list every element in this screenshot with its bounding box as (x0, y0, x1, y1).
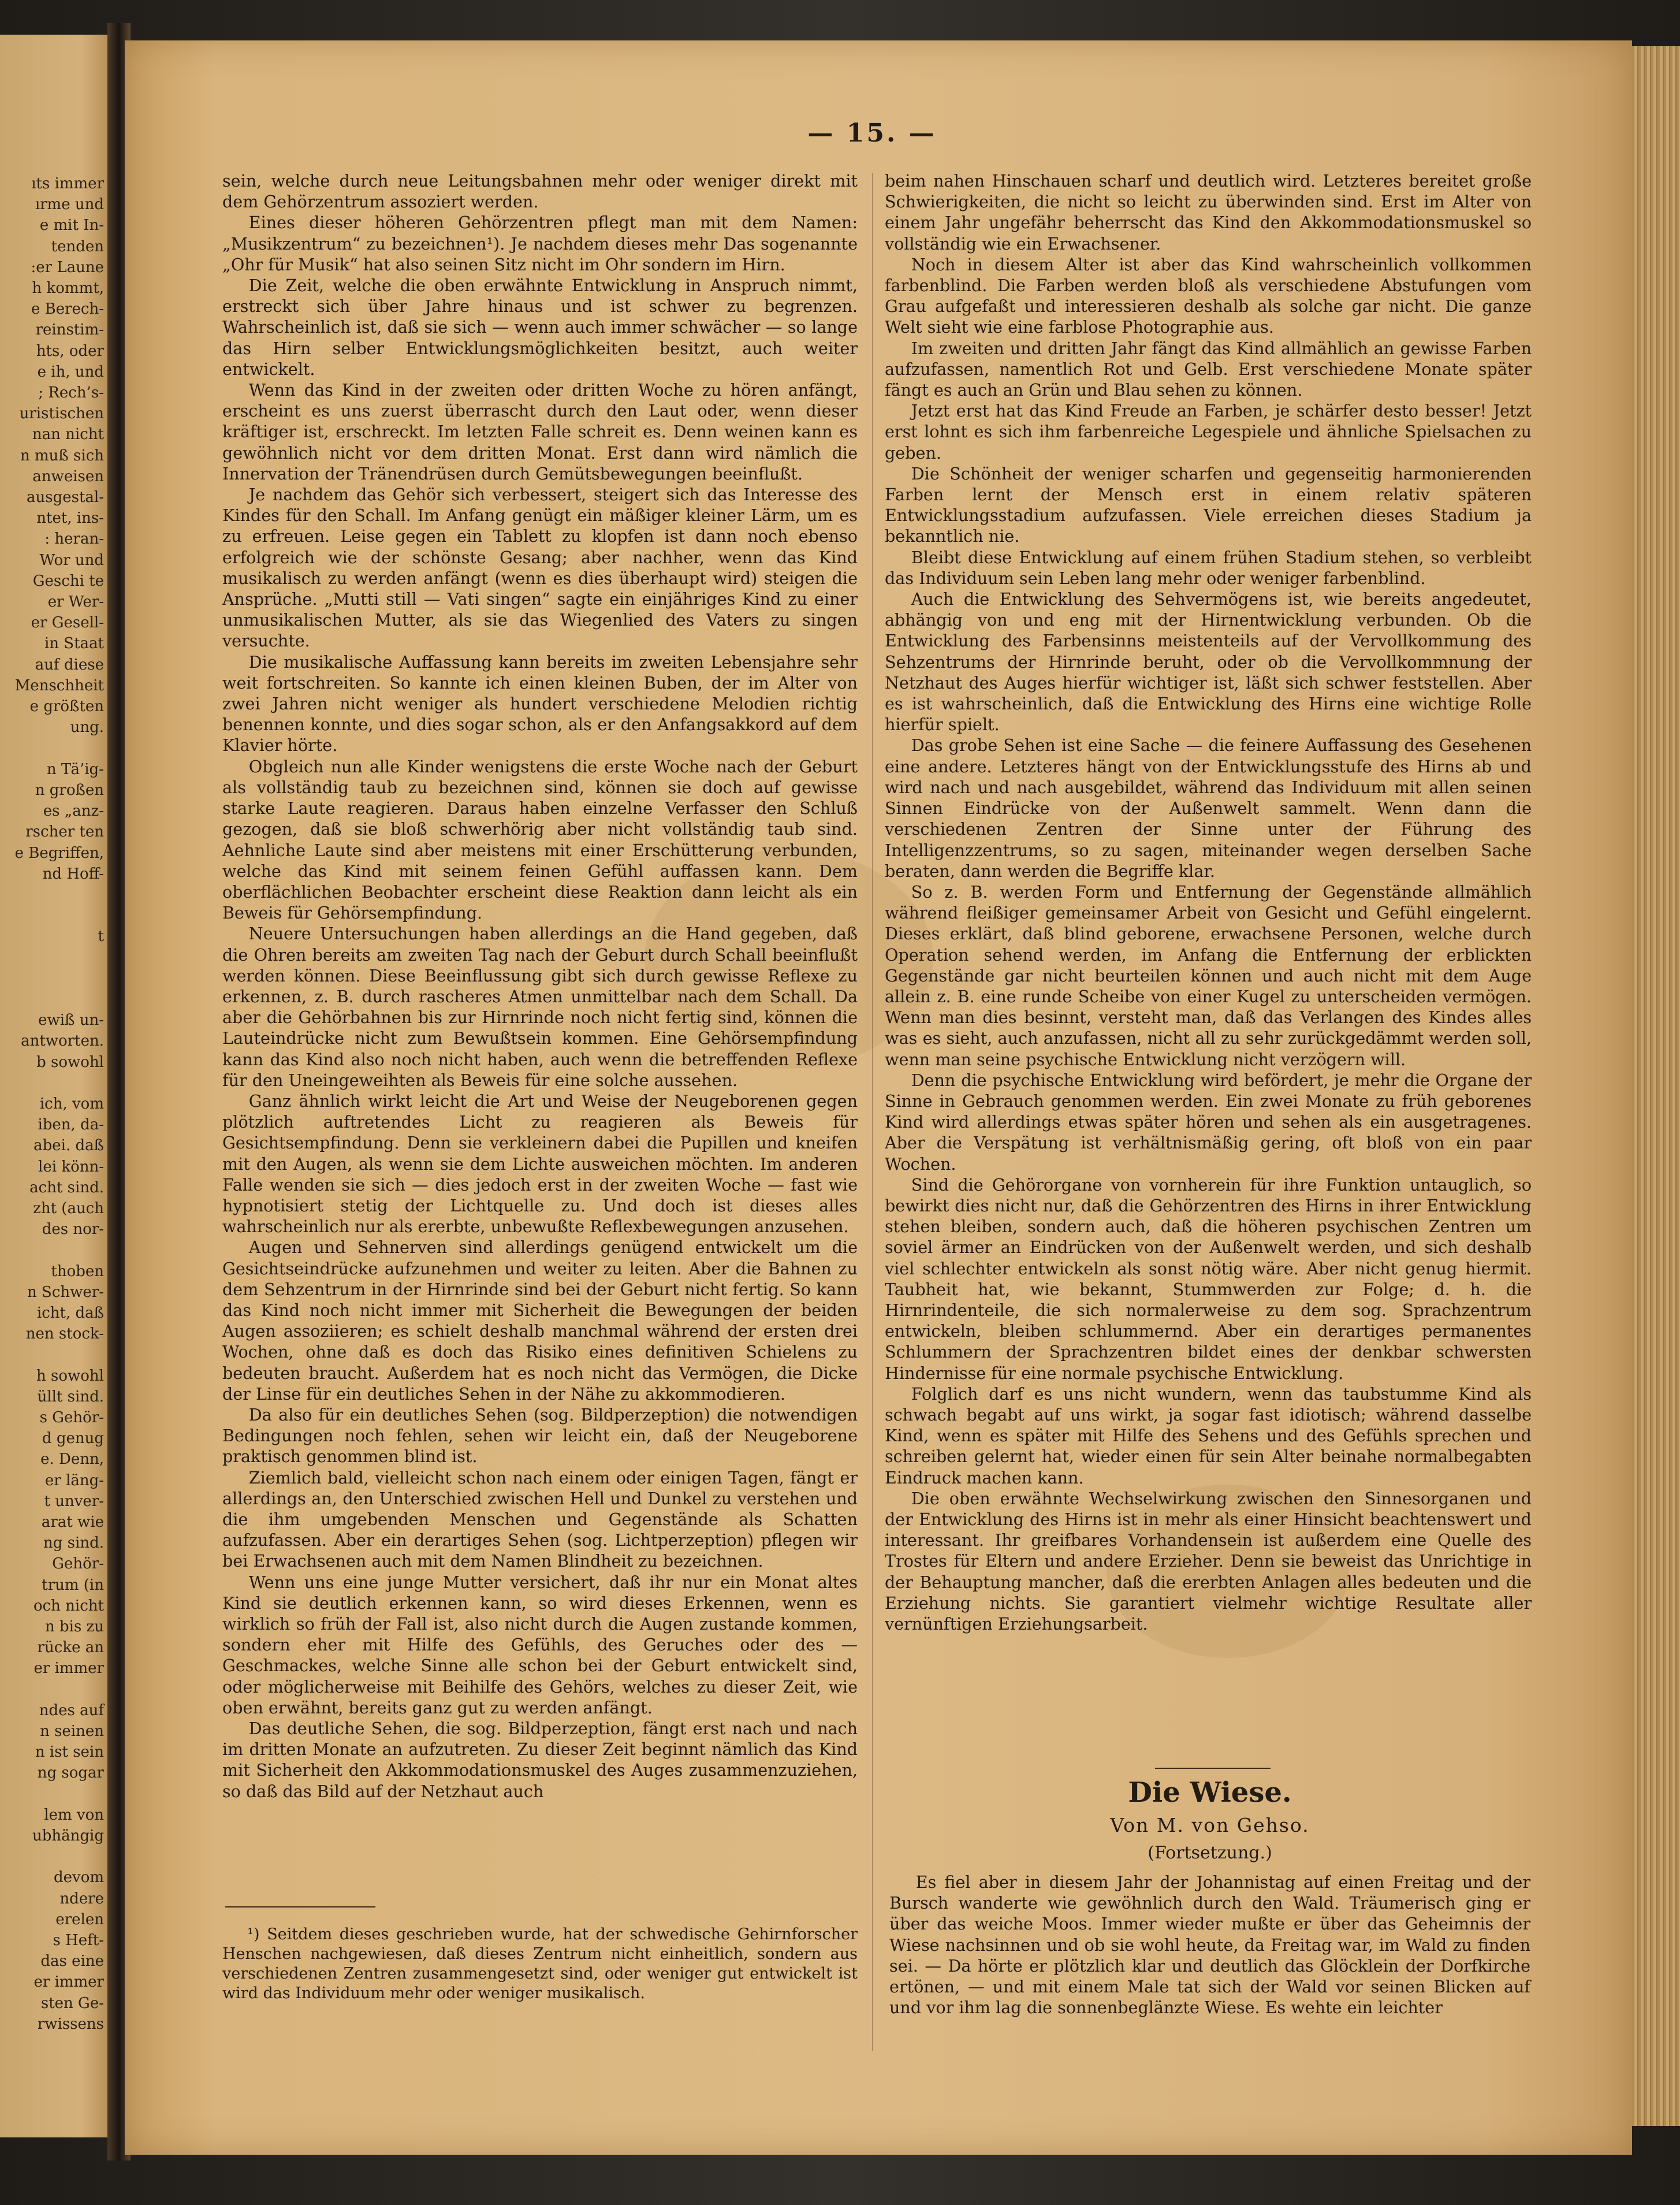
paragraph: Noch in diesem Alter ist aber das Kind wahrscheinlich vollkommen farbenblind. Die Farben werden bloß als verschiedene Abstufungen vom Grau aufgefaßt und interessieren deshalb als solche gar nicht. Die ganze Welt sieht wie eine farblose Photographie aus. (885, 254, 1532, 337)
paragraph: Ziemlich bald, vielleicht schon nach einem oder einigen Tagen, fängt er allerdings an, den Unterschied zwischen Hell und Dunkel zu verstehen und die ihm umgebenden Menschen und Gegenstände als Schatten aufzufassen. Aber ein derartiges Sehen (sog. Lichtperzeption) pflegen wir bei Erwachsenen auch mit dem Namen Blindheit zu bezeichnen. (222, 1467, 858, 1571)
footnote-text: ¹) Seitdem dieses geschrieben wurde, hat der schwedische Gehirnforscher Henschen nachgewiesen, daß dieses Zentrum nicht einheitlich, sondern aus verschiedenen Zentren zusammengesetzt sind, oder weniger gut entwickelt ist wird das Individuum mehr oder weniger musikalisch. (222, 1925, 858, 2002)
paragraph: Obgleich nun alle Kinder wenigstens die erste Woche nach der Geburt als vollständig taub zu bezeichnen sind, können sie doch auf gewisse starke Laute reagieren. Daraus haben einzelne Verfasser den Schluß gezogen, daß sie bloß schwerhörig aber nicht vollständig taub sind. Aehnliche Laute sind aber meistens mit einer Erschütterung verbunden, welche das Kind mit seinem feinen Gefühl auffassen kann. Dem oberflächlichen Beobachter erscheint diese Reaktion dann leicht als ein Beweis für Gehörsempfindung. (222, 756, 858, 923)
story-author: Von M. von Gehso. (1110, 1814, 1310, 1836)
story-title: Die Wiese. (1128, 1776, 1292, 1809)
paragraph: Die Schönheit der weniger scharfen und gegenseitig harmonierenden Farben lernt der Mensch erst in einem relativ späteren Entwicklungsstadium aufzufassen. Viele erreichen dieses Stadium ja bekanntlich nie. (885, 463, 1532, 546)
left-column (222, 170, 858, 2065)
story-separator (1155, 1768, 1271, 1769)
paragraph: Da also für ein deutliches Sehen (sog. Bildperzeption) die notwendigen Bedingungen noch fehlen, sehen wir leicht ein, daß der Neugeborene praktisch genommen blind ist. (222, 1404, 858, 1467)
paragraph: Bleibt diese Entwicklung auf einem frühen Stadium stehen, so verbleibt das Individuum sein Leben lang mehr oder weniger farbenblind. (885, 547, 1532, 588)
footnote (222, 1925, 858, 2003)
right-column (885, 170, 1532, 1742)
paragraph: Die musikalische Auffassung kann bereits im zweiten Lebensjahre sehr weit fortschreiten. So kannte ich einen kleinen Buben, der im Alter von zwei Jahren nicht weniger als hundert verschiedene Melodien richtig benennen konnte, und dies sogar schon, als er den Anfangsakkord auf dem Klavier hörte. (222, 652, 858, 756)
paragraph: Wenn uns eine junge Mutter versichert, daß ihr nur ein Monat altes Kind sie deutlich erkennen kann, so wird dieses Erkennen, wenn es wirklich so früh der Fall ist, also nicht durch die Augen zustande kommen, sondern eher mit Hilfe des Gefühls, des Geruches oder des — Geschmackes, welche Sinne alle schon bei der Geburt entwickelt sind, oder möglicherweise mit Beihilfe des Gehörs, welches zu dieser Zeit, wie oben erwähnt, bereits ganz gut zu werden anfängt. (222, 1572, 858, 1717)
paragraph: Die Zeit, welche die oben erwähnte Entwicklung in Anspruch nimmt, erstreckt sich über Jahre hinaus und ist schwer zu begrenzen. Wahrscheinlich ist, daß sie sich — wenn auch immer schwächer — so lange das Hirn selber Entwicklungsmöglichkeiten besitzt, auch weiter entwickelt. (222, 276, 858, 379)
paragraph: Sind die Gehörorgane von vornherein für ihre Funktion untauglich, so bewirkt dies nicht nur, daß die Gehörzentren des Hirns in ihrer Entwicklung stehen bleiben, sondern auch, daß die höheren psychischen Zentren um soviel ärmer an Eindrücken von der Außenwelt werden, und sich deshalb viel schlechter entwickeln als sonst nötig wäre. Aber nicht genug hiermit. Taubheit hat, wie bekannt, Stummwerden zur Folge; d. h. die Hirnrindenteile, die sich normalerweise zu dem sog. Sprachzentrum entwickeln, bleiben schlummernd. Aber ein derartiges permanentes Schlummern der Sprachzentren bildet eines der denkbar schwersten Hindernisse für eine normale psychische Entwicklung. (885, 1174, 1532, 1383)
paragraph: Auch die Entwicklung des Sehvermögens ist, wie bereits angedeutet, abhängig von und eng mit der Hirnentwicklung verbunden. Ob die Entwicklung des Farbensinns meistenteils auf der Vervollkommung des Sehzentrums der Hirnrinde beruht, oder ob die Vervollkommnung der Netzhaut des Auges hierfür wichtiger ist, läßt sich schwer feststellen. Aber es ist wahrscheinlich, daß die Entwicklung des Hirns eine wichtige Rolle hierfür spielt. (885, 589, 1532, 735)
paragraph: sein, welche durch neue Leitungsbahnen mehr oder weniger direkt mit dem Gehörzentrum assoziert werden. (222, 171, 858, 212)
footnote-rule (225, 1906, 375, 1907)
paragraph: Neuere Untersuchungen haben allerdings an die Hand gegeben, daß die Ohren bereits am zweiten Tag nach der Geburt durch Schall beeinflußt werden können. Diese Beeinflussung gibt sich durch gewisse Reflexe zu erkennen, z. B. durch rascheres Atmen unmittelbar nach dem Schall. Da aber die Gehörbahnen bis zur Hirnrinde noch nicht fertig sind, können die Lauteindrücke nicht zum Bewußtsein kommen. Eine Gehörsempfindung kann das Kind also noch nicht haben, auch wenn die betreffenden Reflexe für den Uneingeweihten als Beweis für eine solche aussehen. (222, 924, 858, 1090)
paragraph: Folglich darf es uns nicht wundern, wenn das taubstumme Kind als schwach begabt auf uns wirkt, ja sogar fast idiotisch; während dasselbe Kind, wenn es später mit Hilfe des Sehens und des Gefühls sprechen und schreiben gelernt hat, wieder einen für sein Alter beinahe normalbegabten Eindruck machen kann. (885, 1384, 1532, 1488)
paragraph: Die oben erwähnte Wechselwirkung zwischen den Sinnesorganen und der Entwicklung des Hirns ist in mehr als einer Hinsicht beachtenswert und interessant. Ihr greifbares Vorhandensein ist außerdem eine Quelle des Trostes für Eltern und andere Erzieher. Denn sie beweist das Unrichtige in der Behauptung mancher, daß die ererbten Anlagen alles bedeuten und die Erziehung nichts. Sie garantiert vielmehr wichtige Resultate aller vernünftigen Erziehungsarbeit. (885, 1488, 1532, 1634)
story-continuation: (Fortsetzung.) (1148, 1843, 1272, 1863)
paragraph: Ganz ähnlich wirkt leicht die Art und Weise der Neugeborenen gegen plötzlich auftretendes Licht zu reagieren als Beweis für Gesichtsempfindung. Denn sie verkleinern dabei die Pupillen und kneifen mit den Augen, als wenn sie dem Lichte ausweichen möchten. Im anderen Falle wenden sie sich — dies jedoch erst in der zweiten Woche — fast wie hypnotisiert stetig der Lichtquelle zu. Und doch ist dieses alles wahrscheinlich nur als ererbte, unbewußte Reflexbewegungen anzusehen. (222, 1091, 858, 1237)
paragraph: Das grobe Sehen ist eine Sache — die feinere Auffassung des Gesehenen eine andere. Letzteres hängt von der Entwicklungsstufe des Hirns ab und wird nach und nach ausgebildet, während das Individuum mit allen seinen Sinnen Eindrücke von der Außenwelt sammelt. Wenn dann die verschiedenen Zentren der Sinne unter der Führung des Intelligenzzentrums, so zu sagen, miteinander wegen derselben Sache beraten, dann werden die Begriffe klar. (885, 735, 1532, 881)
paragraph: Je nachdem das Gehör sich verbessert, steigert sich das Interesse des Kindes für den Schall. Im Anfang genügt ein mäßiger kleiner Lärm, um es zu erfreuen. Leise gegen ein Tablett zu klopfen ist dann noch ebenso erfolgreich wie der schönste Gesang; aber nachher, wenn das Kind musikalisch zu werden anfängt (wenn es dies überhaupt wird) steigen die Ansprüche. „Mutti still — Vati singen“ sagte ein einjähriges Kind zu einer unmusikalischen Mutter, als sie das Wiegenlied des Vaters zu singen versuchte. (222, 485, 858, 651)
paragraph: beim nahen Hinschauen scharf und deutlich wird. Letzteres bereitet große Schwierigkeiten, die nicht so leicht zu überwinden sind. Erst im Alter von einem Jahr ungefähr beherrscht das Kind den Akkommodationsmuskel so vollständig wie ein Erwachsener. (885, 171, 1532, 254)
paragraph: Das deutliche Sehen, die sog. Bildperzeption, fängt erst nach und nach im dritten Monate an aufzutreten. Zu dieser Zeit beginnt nämlich das Kind mit Sicherheit den Akkommodationsmuskel des Auges zusammenzuziehen, so daß das Bild auf der Netzhaut auch (222, 1719, 858, 1801)
paragraph: Augen und Sehnerven sind allerdings genügend entwickelt um die Gesichtseindrücke aufzunehmen und weiter zu leiten. Aber die Bahnen zu dem Sehzentrum in der Hirnrinde sind bei der Geburt nicht fertig. So kann das Kind noch nicht immer mit Sicherheit die Bewegungen der beiden Augen assoziieren; es schielt deshalb manchmal während der ersten drei Wochen, ohne daß es doch das Risiko eines definitiven Schielens zu bedeuten braucht. Außerdem hat es noch nicht das Vermögen, die Dicke der Linse für ein deutliches Sehen in der Nähe zu akkommodieren. (222, 1237, 858, 1404)
story-paragraph: Es fiel aber in diesem Jahr der Johannistag auf einen Freitag und der Bursch wanderte wie gewöhnlich durch den Wald. Träumerisch ging er über das weiche Moos. Immer wieder mußte er über das Geheimnis der Wiese nachsinnen und ob sie wohl heute, da Freitag war, im Wald zu finden sei. — Da hörte er plötzlich klar und deutlich das Glöcklein der Dorfkirche ertönen, — und mit einem Male tat sich der Wald vor seinen Blicken auf und vor ihm lag die sonnenbeglänzte Wiese. Es wehte ein leichter (889, 1872, 1530, 2018)
story-body (889, 1872, 1530, 2018)
paragraph: Denn die psychische Entwicklung wird befördert, je mehr die Organe der Sinne in Gebrauch genommen werden. Ein zwei Monate zu früh geborenes Kind wird allerdings etwas später hören und sehen als ein ausgetragenes. Aber die Verspätung ist verhältnismäßig gering, oft bloß von ein paar Wochen. (885, 1070, 1532, 1174)
paragraph: Im zweiten und dritten Jahr fängt das Kind allmählich an gewisse Farben aufzufassen, namentlich Rot und Gelb. Erst verschiedene Monate später fängt es auch an Grün und Blau sehen zu können. (885, 338, 1532, 400)
page-number: — 15. — (807, 118, 937, 148)
column-divider (872, 173, 873, 2051)
paragraph: Wenn das Kind in der zweiten oder dritten Woche zu hören anfängt, erscheint es uns zuerst überrascht durch den Laut oder, wenn dieser kräftiger ist, erschreckt. Im letzten Falle schreit es. Denn weinen kann es gewöhnlich nicht vor dem dritten Monat. Erst dann wird nämlich die Innervation der Tränendrüsen durch Gemütsbewegungen beeinflußt. (222, 380, 858, 484)
left-page-text: ıts immer ırme und e mit In- tenden :er Laune h kommt, e Berech- reinstim- hts, oder e ih, und ; Rech’s- uristischen nan nicht n muß sich anweisen ausgestal- ntet, ins- : heran- Wor und Geschi te er Wer- er Gesell- in Staat auf diese Menschheit e größten ung. n Tä’ig- n großen es „anz- rscher ten e Begriffen, nd Hoff- t ewiß un- antworten. b sowohl ich, vom iben, da- abei. daß lei könn- acht sind. zht (auch des nor- thoben n Schwer- icht, daß nen stock- h sowohl üllt sind. s Gehör- d genug e. Denn, er läng- t unver- arat wie ng sind. Gehör- trum (in och nicht n bis zu rücke an er immer ndes auf n seinen n ist sein ng sogar lem von ubhängig devom ndere erelen s Heft- das eine er immer sten Ge- rwissens (14, 175, 104, 2033)
paragraph: Jetzt erst hat das Kind Freude an Farben, je schärfer desto besser! Jetzt erst lohnt es sich ihm farbenreiche Legespiele und ähnliche Spielsachen zu geben. (885, 401, 1532, 463)
left-page-fragment (0, 35, 116, 2137)
paragraph: So z. B. werden Form und Entfernung der Gegenstände allmählich während fleißiger gemeinsamer Arbeit von Gesicht und Gefühl eingelernt. Dieses erklärt, daß blind geborene, erwachsene Personen, welche durch Operation sehend werden, im Anfang die Entfernung der erblickten Gegenstände gar nicht beurteilen können und auch nicht mit dem Auge allein z. B. eine runde Scheibe von einer Kugel zu unterscheiden vermögen. Wenn man dies besinnt, versteht man, daß das Verlangen des Kindes alles was es sieht, auch anzufassen, nicht all zu sehr zurückgedämmt werden soll, wenn man seine psychische Entwicklung nicht verzögern will. (885, 882, 1532, 1069)
paragraph: Eines dieser höheren Gehörzentren pflegt man mit dem Namen: „Musikzentrum“ zu bezeichnen¹). Je nachdem dieses mehr Das sogenannte „Ohr für Musik“ hat also seinen Sitz nicht im Ohr sondern im Hirn. (222, 213, 858, 274)
page-edges (1632, 46, 1680, 2126)
